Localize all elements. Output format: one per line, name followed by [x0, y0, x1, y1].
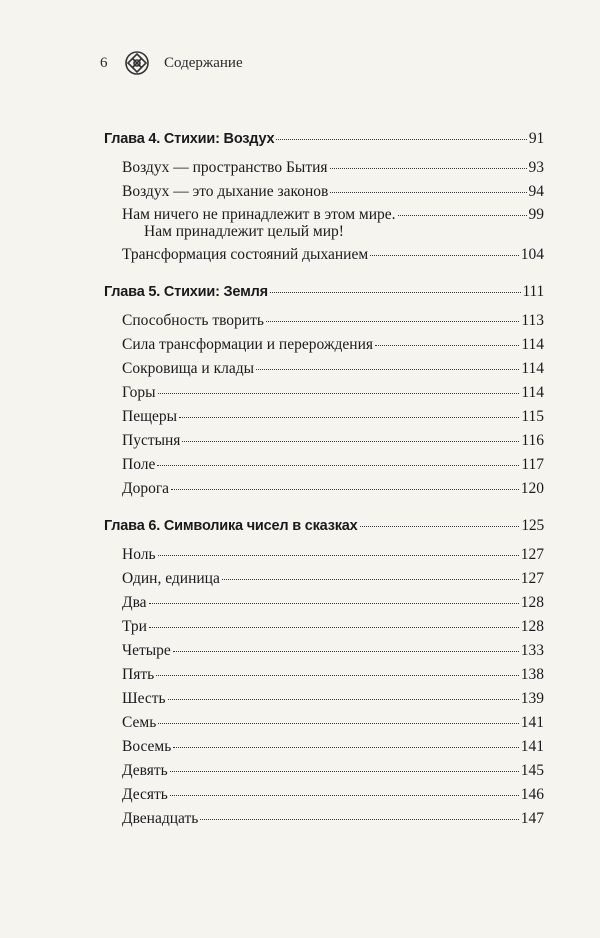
toc-entry-label: Поле [122, 456, 156, 473]
toc-entry-row [104, 480, 544, 497]
toc-page-number: 120 [520, 480, 544, 497]
toc-entry-label: Дорога [122, 480, 170, 497]
toc-entry-label: Горы [122, 384, 156, 401]
running-header [100, 50, 243, 76]
toc-page-number: 111 [522, 283, 544, 300]
toc-dot-leader [168, 699, 519, 700]
toc-entry-label: Девять [122, 762, 168, 779]
toc-entry-label: Двенадцать [122, 810, 199, 827]
toc-dot-leader [360, 526, 520, 527]
toc-dot-leader [157, 465, 519, 466]
toc-dot-leader [182, 441, 519, 442]
toc-dot-leader [370, 255, 519, 256]
toc-dot-leader [156, 675, 519, 676]
toc-page-number: 99 [528, 206, 544, 223]
toc-entry-label: Воздух — это дыхание законов [122, 183, 329, 200]
toc-entry-label: Три [122, 618, 147, 635]
toc-dot-leader [173, 747, 518, 748]
toc-page-number: 141 [520, 738, 544, 755]
knot-ornament-icon [124, 50, 150, 76]
toc-dot-leader [256, 369, 519, 370]
toc-page-number: 127 [520, 570, 544, 587]
toc-dot-leader [200, 819, 518, 820]
toc-entry-row [104, 246, 544, 263]
toc-page-number: 128 [520, 618, 544, 635]
header-title: Содержание [164, 54, 243, 71]
toc-entry-row [104, 432, 544, 449]
toc-page-number: 139 [520, 690, 544, 707]
toc-entry-row [104, 762, 544, 779]
toc-page-number: 114 [521, 384, 544, 401]
toc-page-number: 114 [521, 336, 544, 353]
toc-entry-row [104, 570, 544, 587]
toc-entry-row [104, 456, 544, 473]
toc-entry-row [104, 384, 544, 401]
toc-entry-row [104, 594, 544, 611]
toc-dot-leader [149, 603, 519, 604]
toc-entry-label: Глава 4. Стихии: Воздух [104, 131, 275, 147]
toc-dot-leader [158, 555, 519, 556]
toc-dot-leader [266, 321, 519, 322]
toc-chapter-row [104, 517, 544, 535]
toc-entry-label: Трансформация состояний дыханием [122, 246, 369, 263]
toc-page-number: 125 [521, 517, 544, 534]
toc-dot-leader [158, 723, 518, 724]
toc-entry-label: Воздух — пространство Бытия [122, 159, 328, 176]
toc-entry-row [104, 312, 544, 329]
toc-entry-label: Пустыня [122, 432, 181, 449]
toc-entry-row [104, 360, 544, 377]
toc-entry-label: Глава 5. Стихии: Земля [104, 284, 268, 300]
toc-dot-leader [179, 417, 519, 418]
toc-entry-label: Сила трансформации и перерождения [122, 336, 374, 353]
toc-dot-leader [170, 771, 519, 772]
toc-dot-leader [330, 192, 526, 193]
toc-page-number: 141 [520, 714, 544, 731]
toc-page-number: 104 [520, 246, 544, 263]
toc-entry-label: Один, единица [122, 570, 220, 587]
toc-entry-label: Шесть [122, 690, 166, 707]
toc-page-number: 128 [520, 594, 544, 611]
toc-entry-label: Сокровища и клады [122, 360, 255, 377]
toc-entry-label: Восемь [122, 738, 172, 755]
page-number: 6 [100, 54, 108, 71]
toc-entry-row [104, 336, 544, 353]
toc-entry-row [104, 738, 544, 755]
toc-chapter-row [104, 283, 544, 301]
toc-entry-row [104, 642, 544, 659]
toc-entry-row [104, 183, 544, 200]
toc-page-number: 116 [521, 432, 544, 449]
toc-chapter-row [104, 130, 544, 148]
toc-dot-leader [158, 393, 520, 394]
toc-entry-row [104, 714, 544, 731]
toc-dot-leader [222, 579, 519, 580]
toc-dot-leader [173, 651, 519, 652]
toc-entry-row [104, 618, 544, 635]
toc-dot-leader [170, 795, 519, 796]
toc-entry-row [104, 786, 544, 803]
toc-page-number: 113 [521, 312, 544, 329]
toc-entry-label: Пещеры [122, 408, 178, 425]
toc-page-number: 115 [521, 408, 544, 425]
toc-dot-leader [171, 489, 519, 490]
toc-dot-leader [375, 345, 519, 346]
toc-entry-label: Семь [122, 714, 157, 731]
toc-entry-row [104, 206, 544, 240]
toc-entry-row [104, 159, 544, 176]
toc-entry-label-continued: Нам принадлежит целый мир! [144, 223, 344, 240]
toc-dot-leader [270, 292, 521, 293]
toc-entry-row [104, 546, 544, 563]
toc-page-number: 94 [528, 183, 544, 200]
toc-dot-leader [276, 139, 527, 140]
toc-entry-label: Ноль [122, 546, 156, 563]
toc-page-number: 117 [521, 456, 544, 473]
toc-entry-label: Четыре [122, 642, 171, 659]
toc-page-number: 145 [520, 762, 544, 779]
toc-entry-row [104, 810, 544, 827]
toc-page-number: 114 [521, 360, 544, 377]
toc-entry-label: Глава 6. Символика чисел в сказках [104, 518, 358, 534]
toc-entry-label-wrap [122, 206, 396, 240]
toc-entry-row [104, 408, 544, 425]
toc-page-number: 147 [520, 810, 544, 827]
toc-entry-label: Способность творить [122, 312, 264, 329]
toc-entry-label: Десять [122, 786, 168, 803]
toc-page-number: 146 [520, 786, 544, 803]
toc-entry-row [104, 666, 544, 683]
toc-entry-label: Нам ничего не принадлежит в этом мире. [122, 206, 396, 223]
toc-page-number: 133 [520, 642, 544, 659]
toc-dot-leader [398, 215, 527, 216]
toc-page-number: 127 [520, 546, 544, 563]
toc-entry-label: Пять [122, 666, 155, 683]
toc-page-number: 91 [528, 130, 544, 147]
toc-entry-row [104, 690, 544, 707]
toc-entry-label: Два [122, 594, 147, 611]
toc-dot-leader [149, 627, 519, 628]
toc-page-number: 138 [520, 666, 544, 683]
toc-page-number: 93 [528, 159, 544, 176]
toc-dot-leader [330, 168, 527, 169]
